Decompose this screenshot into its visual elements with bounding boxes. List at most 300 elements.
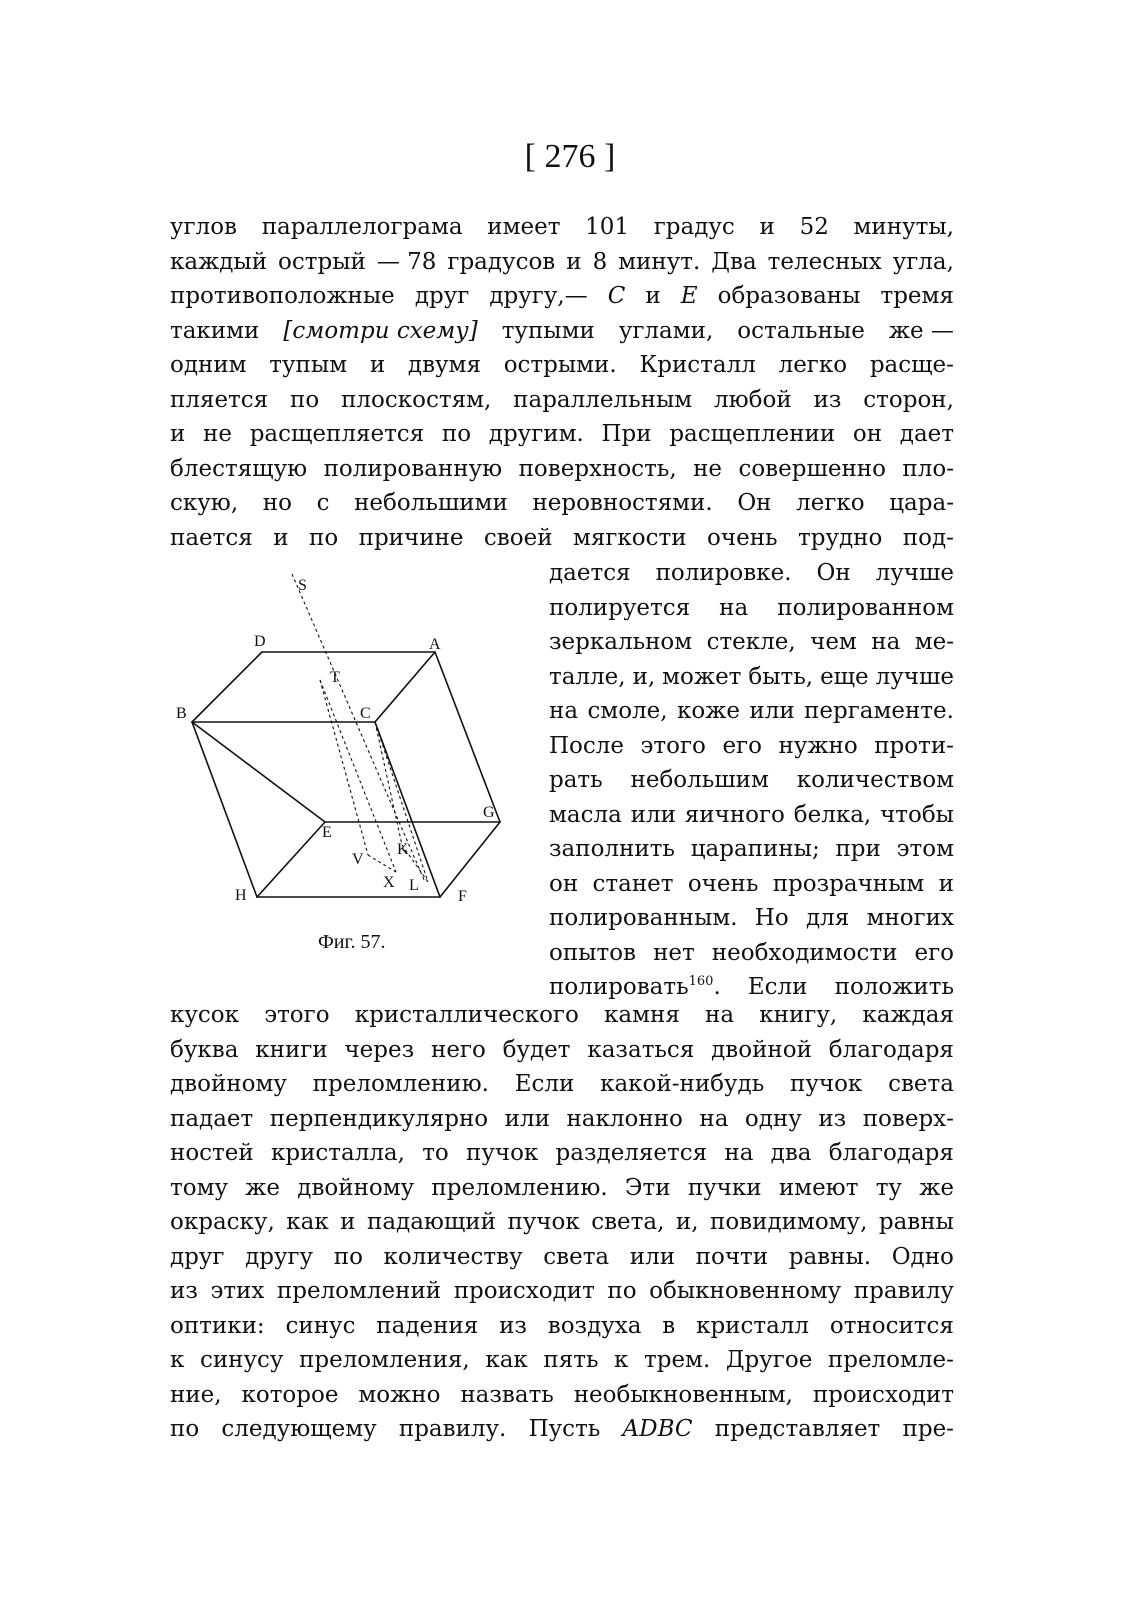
word: из bbox=[170, 1278, 198, 1304]
edge-HE bbox=[257, 822, 325, 897]
word: представляет bbox=[714, 1416, 881, 1442]
word: При bbox=[601, 421, 652, 447]
label-B: B bbox=[176, 705, 187, 722]
word: два bbox=[770, 1140, 812, 1166]
word: Одно bbox=[891, 1243, 954, 1270]
word: своей bbox=[483, 524, 553, 551]
text-line bbox=[170, 486, 954, 521]
word: которое bbox=[241, 1381, 339, 1408]
word: цара- bbox=[889, 490, 954, 516]
word: на bbox=[699, 1105, 729, 1132]
word: [смотри схему] bbox=[283, 317, 478, 344]
word: преломлений bbox=[276, 1278, 442, 1304]
word: на bbox=[724, 1140, 754, 1166]
word: совершенно bbox=[738, 455, 886, 482]
word: полированным. bbox=[549, 905, 738, 931]
word: легко bbox=[778, 352, 848, 378]
word: по bbox=[333, 1243, 363, 1270]
word: и bbox=[938, 870, 954, 897]
label-A: A bbox=[429, 636, 441, 653]
word: пается bbox=[170, 524, 253, 551]
text-line bbox=[170, 1171, 954, 1206]
word: этом bbox=[896, 836, 954, 862]
word: Если bbox=[747, 974, 808, 1000]
word: света, bbox=[591, 1209, 665, 1235]
word: количеством bbox=[796, 767, 954, 793]
word: причине bbox=[358, 524, 464, 551]
word: равны bbox=[878, 1209, 954, 1235]
word: почти bbox=[695, 1243, 769, 1270]
edge-GF bbox=[440, 822, 500, 897]
word: наклонно bbox=[566, 1105, 683, 1132]
text-line bbox=[170, 1033, 954, 1068]
word: зеркальном bbox=[549, 629, 693, 655]
word: к bbox=[614, 1347, 629, 1373]
word: на bbox=[719, 594, 749, 621]
word: Кристалл bbox=[639, 352, 756, 378]
word: благодаря bbox=[828, 1036, 954, 1063]
word: дается bbox=[549, 560, 631, 586]
word: этого bbox=[264, 1002, 330, 1028]
word: такими bbox=[170, 317, 260, 344]
word: него bbox=[430, 1036, 486, 1063]
word: и, bbox=[632, 663, 656, 690]
word: падает bbox=[170, 1105, 254, 1132]
word: как bbox=[485, 1347, 528, 1373]
word: же — bbox=[888, 317, 954, 344]
word: . bbox=[713, 974, 721, 1000]
word: неровностями. bbox=[532, 490, 713, 516]
word: опытов bbox=[549, 939, 637, 966]
word: острыми. bbox=[503, 352, 617, 378]
word: тупым bbox=[269, 352, 348, 378]
word: для bbox=[805, 905, 850, 931]
text-line bbox=[170, 1205, 954, 1240]
word: трем. bbox=[644, 1347, 711, 1373]
word: небольшим bbox=[630, 767, 769, 793]
text-line bbox=[549, 556, 954, 591]
word: но bbox=[262, 490, 292, 516]
word: Но bbox=[754, 905, 789, 931]
word: не bbox=[693, 455, 723, 482]
word: ние, bbox=[170, 1381, 222, 1408]
figure-57 bbox=[170, 560, 540, 990]
text-line bbox=[549, 763, 954, 798]
word: синусу bbox=[199, 1347, 284, 1373]
word: другим. bbox=[488, 421, 584, 447]
word: или bbox=[504, 1105, 550, 1132]
word: параллелограма bbox=[261, 214, 463, 240]
word: в bbox=[662, 1312, 676, 1339]
word: может bbox=[662, 663, 742, 690]
word: или bbox=[749, 698, 795, 724]
word: пучок bbox=[466, 1140, 539, 1166]
word: ту bbox=[875, 1174, 902, 1201]
word: из bbox=[813, 386, 842, 413]
word: происходит bbox=[453, 1278, 595, 1304]
word: талле, bbox=[549, 663, 626, 690]
word: угла, bbox=[892, 248, 954, 275]
word: рать bbox=[549, 767, 603, 793]
word: нет bbox=[653, 939, 695, 966]
word: ADBC bbox=[622, 1416, 693, 1442]
word: легко bbox=[796, 490, 865, 516]
word: друг bbox=[170, 1243, 225, 1270]
word: образованы bbox=[717, 283, 861, 309]
word: каждая bbox=[862, 1002, 954, 1028]
word: острый bbox=[278, 248, 366, 275]
word: Если bbox=[514, 1071, 575, 1097]
word: полировать bbox=[549, 974, 689, 1000]
word: преломлению. bbox=[431, 1174, 608, 1201]
label-G: G bbox=[483, 804, 495, 821]
word: коже bbox=[676, 698, 740, 724]
word: не bbox=[203, 421, 232, 447]
word: кристалла, bbox=[270, 1140, 405, 1166]
word: по bbox=[170, 1416, 200, 1442]
word: ностей bbox=[170, 1140, 254, 1166]
word: по bbox=[441, 421, 472, 447]
word: лучше bbox=[875, 560, 954, 586]
word: пучок bbox=[790, 1071, 863, 1097]
word: повидимому, bbox=[709, 1209, 868, 1235]
edge-BD bbox=[192, 652, 262, 722]
word: как bbox=[286, 1209, 329, 1235]
word: из bbox=[818, 1105, 847, 1132]
word: этого bbox=[640, 732, 706, 759]
word: следующему bbox=[221, 1416, 377, 1442]
text-line bbox=[170, 1309, 954, 1344]
word: назвать bbox=[460, 1381, 554, 1408]
word: этих bbox=[210, 1278, 265, 1304]
word: белка, bbox=[793, 801, 872, 828]
word: разделяется bbox=[555, 1140, 708, 1166]
word: падения bbox=[376, 1312, 479, 1339]
word: 101 bbox=[585, 214, 630, 240]
word: имеют bbox=[778, 1174, 859, 1201]
word: чем bbox=[810, 629, 857, 655]
word: света bbox=[543, 1243, 610, 1270]
word: двойной bbox=[711, 1036, 812, 1063]
text-line bbox=[170, 452, 954, 487]
word: под- bbox=[902, 524, 954, 551]
label-H: H bbox=[235, 887, 247, 904]
word: каждый bbox=[170, 248, 268, 275]
word: правилу bbox=[853, 1278, 954, 1304]
word: пучок bbox=[507, 1209, 580, 1235]
word: на bbox=[705, 1002, 735, 1028]
word: стекле, bbox=[706, 629, 796, 655]
word: равны. bbox=[788, 1243, 872, 1270]
word: и bbox=[170, 421, 186, 447]
text-block-top bbox=[170, 210, 954, 555]
word: очень bbox=[687, 870, 759, 897]
text-line bbox=[170, 1378, 954, 1413]
word: пять bbox=[543, 1347, 599, 1373]
word: небольшими bbox=[354, 490, 508, 516]
word: проти- bbox=[874, 732, 954, 759]
label-D: D bbox=[254, 633, 266, 650]
figure-caption: Фиг. 57. bbox=[318, 931, 386, 953]
text-line bbox=[170, 1240, 954, 1275]
word: и bbox=[369, 352, 386, 378]
word: синус bbox=[285, 1312, 356, 1339]
text-line bbox=[170, 210, 954, 245]
word: 8 bbox=[592, 248, 608, 275]
text-line bbox=[549, 936, 954, 971]
word: расщеплении bbox=[669, 421, 836, 447]
text-line bbox=[170, 279, 954, 314]
word: положить bbox=[834, 974, 954, 1000]
word: света bbox=[888, 1071, 954, 1097]
word: другу bbox=[245, 1243, 314, 1270]
word: двойному bbox=[170, 1071, 287, 1097]
label-T: T bbox=[330, 669, 340, 686]
label-V: V bbox=[352, 851, 364, 868]
word: преломлению. bbox=[312, 1071, 489, 1097]
word: двойному bbox=[297, 1174, 415, 1201]
word: C bbox=[607, 283, 626, 309]
word: расще- bbox=[869, 352, 954, 378]
word: необходимости bbox=[711, 939, 898, 966]
word: противоположные bbox=[170, 283, 395, 309]
word: станет bbox=[592, 870, 674, 897]
edge-AG bbox=[435, 652, 500, 822]
word: лучше bbox=[875, 663, 954, 690]
word: остальные bbox=[737, 317, 865, 344]
label-L: L bbox=[409, 877, 419, 894]
word: полировке. bbox=[655, 560, 792, 586]
text-line bbox=[170, 348, 954, 383]
edge-AC bbox=[375, 652, 435, 722]
word: благодаря bbox=[828, 1140, 954, 1166]
word: и bbox=[273, 524, 289, 551]
word: то bbox=[422, 1140, 449, 1166]
word: и bbox=[759, 214, 775, 240]
word: другу,— bbox=[489, 283, 588, 309]
text-line bbox=[549, 729, 954, 764]
word: плоскостям, bbox=[341, 386, 492, 413]
word: После bbox=[549, 732, 625, 759]
word: имеет bbox=[487, 214, 561, 240]
word: на bbox=[871, 629, 901, 655]
word: тремя bbox=[880, 283, 954, 309]
text-line bbox=[170, 998, 954, 1033]
word: его bbox=[914, 939, 954, 966]
word: через bbox=[344, 1036, 415, 1063]
word: же bbox=[919, 1174, 954, 1201]
word: расщепляется bbox=[249, 421, 425, 447]
word: чтобы bbox=[880, 801, 954, 828]
crystal-diagram bbox=[170, 560, 540, 980]
ray-C-L bbox=[375, 722, 428, 882]
word: кусок bbox=[170, 1002, 240, 1028]
word: одну bbox=[744, 1105, 802, 1132]
word: же bbox=[245, 1174, 281, 1201]
word: ме- bbox=[914, 629, 954, 655]
word: и, bbox=[675, 1209, 699, 1235]
word: по bbox=[309, 524, 339, 551]
text-line bbox=[170, 314, 954, 349]
ray-T-X bbox=[320, 680, 396, 872]
text-line bbox=[549, 660, 954, 695]
edge-CF bbox=[375, 722, 440, 897]
word: камня bbox=[604, 1002, 680, 1028]
word: какой-нибудь bbox=[600, 1071, 765, 1097]
word: E bbox=[680, 283, 698, 309]
word: и bbox=[566, 248, 582, 275]
word: — 78 bbox=[376, 248, 437, 275]
word: параллельным bbox=[513, 386, 693, 413]
word: правилу. bbox=[398, 1416, 507, 1442]
word: пергаменте. bbox=[804, 698, 954, 724]
word: скую, bbox=[170, 490, 239, 516]
text-line bbox=[549, 694, 954, 729]
label-F: F bbox=[458, 888, 467, 905]
word: масла bbox=[549, 801, 622, 828]
word: яичного bbox=[684, 801, 785, 828]
text-line bbox=[170, 1274, 954, 1309]
word: смоле, bbox=[587, 698, 668, 724]
text-line bbox=[170, 1343, 954, 1378]
text-line bbox=[170, 1067, 954, 1102]
word: дает bbox=[899, 421, 954, 447]
word: будет bbox=[502, 1036, 571, 1063]
word: книги bbox=[255, 1036, 328, 1063]
label-C: C bbox=[360, 705, 371, 722]
word: пучки bbox=[687, 1174, 762, 1201]
word: многих bbox=[866, 905, 954, 931]
word: он bbox=[852, 421, 883, 447]
word: еще bbox=[820, 663, 869, 690]
word: по bbox=[290, 386, 320, 413]
word: с bbox=[316, 490, 330, 516]
text-line bbox=[170, 1136, 954, 1171]
text-line bbox=[549, 625, 954, 660]
word: двумя bbox=[407, 352, 481, 378]
word: при bbox=[835, 836, 881, 862]
word: градус bbox=[653, 214, 735, 240]
word: трудно bbox=[798, 524, 883, 551]
word: углов bbox=[170, 214, 237, 240]
word: заполнить bbox=[549, 836, 675, 862]
word: книгу, bbox=[759, 1002, 838, 1028]
word: или bbox=[629, 1243, 676, 1270]
word: градусов bbox=[447, 248, 556, 275]
word: кристаллического bbox=[354, 1002, 579, 1028]
word: из bbox=[499, 1312, 527, 1339]
word: его bbox=[722, 732, 762, 759]
text-line bbox=[170, 417, 954, 452]
text-line bbox=[549, 832, 954, 867]
word: сторон, bbox=[863, 386, 954, 413]
word: пре- bbox=[902, 1416, 954, 1442]
word: Он bbox=[816, 560, 851, 586]
text-line bbox=[170, 383, 954, 418]
word: тому bbox=[170, 1174, 228, 1201]
word: прозрачным bbox=[772, 870, 925, 897]
word: 52 bbox=[799, 214, 829, 240]
word: блестящую bbox=[170, 455, 308, 482]
word: Пусть bbox=[528, 1416, 601, 1442]
word: полированном bbox=[777, 594, 954, 621]
text-line bbox=[549, 867, 954, 902]
word: минуты, bbox=[853, 214, 954, 240]
word: казаться bbox=[587, 1036, 695, 1063]
word: перпендикулярно bbox=[269, 1105, 489, 1132]
label-K: K bbox=[397, 841, 409, 858]
word: происходит bbox=[812, 1381, 954, 1408]
text-block-bottom bbox=[170, 998, 954, 1447]
word: количеству bbox=[383, 1243, 523, 1270]
footnote-ref: 160 bbox=[688, 974, 714, 989]
word: одним bbox=[170, 352, 247, 378]
word: можно bbox=[358, 1381, 441, 1408]
word: он bbox=[549, 870, 579, 897]
word: очень bbox=[707, 524, 778, 551]
word: относится bbox=[829, 1312, 954, 1339]
text-line bbox=[170, 521, 954, 556]
word: оптики: bbox=[170, 1312, 265, 1339]
text-line bbox=[549, 901, 954, 936]
text-line bbox=[549, 798, 954, 833]
word: преломления, bbox=[299, 1347, 470, 1373]
word: преломле- bbox=[827, 1347, 954, 1373]
word: кристалл bbox=[696, 1312, 810, 1339]
word: обыкновенному bbox=[649, 1278, 842, 1304]
word: Эти bbox=[624, 1174, 671, 1201]
ray-V-X bbox=[368, 855, 396, 872]
word: пляется bbox=[170, 386, 269, 413]
word: поверх- bbox=[862, 1105, 954, 1132]
word: Другое bbox=[725, 1347, 813, 1373]
text-line bbox=[549, 591, 954, 626]
word: по bbox=[607, 1278, 637, 1304]
word: полированную bbox=[323, 455, 503, 482]
word: Он bbox=[737, 490, 772, 516]
word: и bbox=[340, 1209, 356, 1235]
word: на bbox=[549, 698, 579, 724]
text-line bbox=[170, 1102, 954, 1137]
edge-BE bbox=[192, 722, 325, 822]
label-S: S bbox=[298, 577, 307, 594]
word: любой bbox=[714, 386, 792, 413]
word: падающий bbox=[366, 1209, 496, 1235]
word: необыкновенным, bbox=[573, 1381, 793, 1408]
word: воздуха bbox=[547, 1312, 642, 1339]
text-line bbox=[170, 245, 954, 280]
word: углами, bbox=[618, 317, 714, 344]
word: быть, bbox=[748, 663, 814, 690]
word: буква bbox=[170, 1036, 239, 1063]
word: мягкости bbox=[572, 524, 687, 551]
word: полируется bbox=[549, 594, 691, 621]
word: Два bbox=[711, 248, 757, 275]
word: минут. bbox=[618, 248, 701, 275]
word: царапины; bbox=[690, 836, 820, 862]
word: и bbox=[645, 283, 661, 309]
text-line bbox=[170, 1412, 954, 1447]
word: тупыми bbox=[501, 317, 595, 344]
page-number: [ 276 ] bbox=[524, 138, 616, 175]
text-block-side bbox=[549, 556, 954, 1005]
word: друг bbox=[414, 283, 470, 309]
edge-BH bbox=[192, 722, 257, 897]
word: нужно bbox=[778, 732, 858, 759]
word: телесных bbox=[767, 248, 882, 275]
word: окраску, bbox=[170, 1209, 275, 1235]
word: пло- bbox=[902, 455, 954, 482]
